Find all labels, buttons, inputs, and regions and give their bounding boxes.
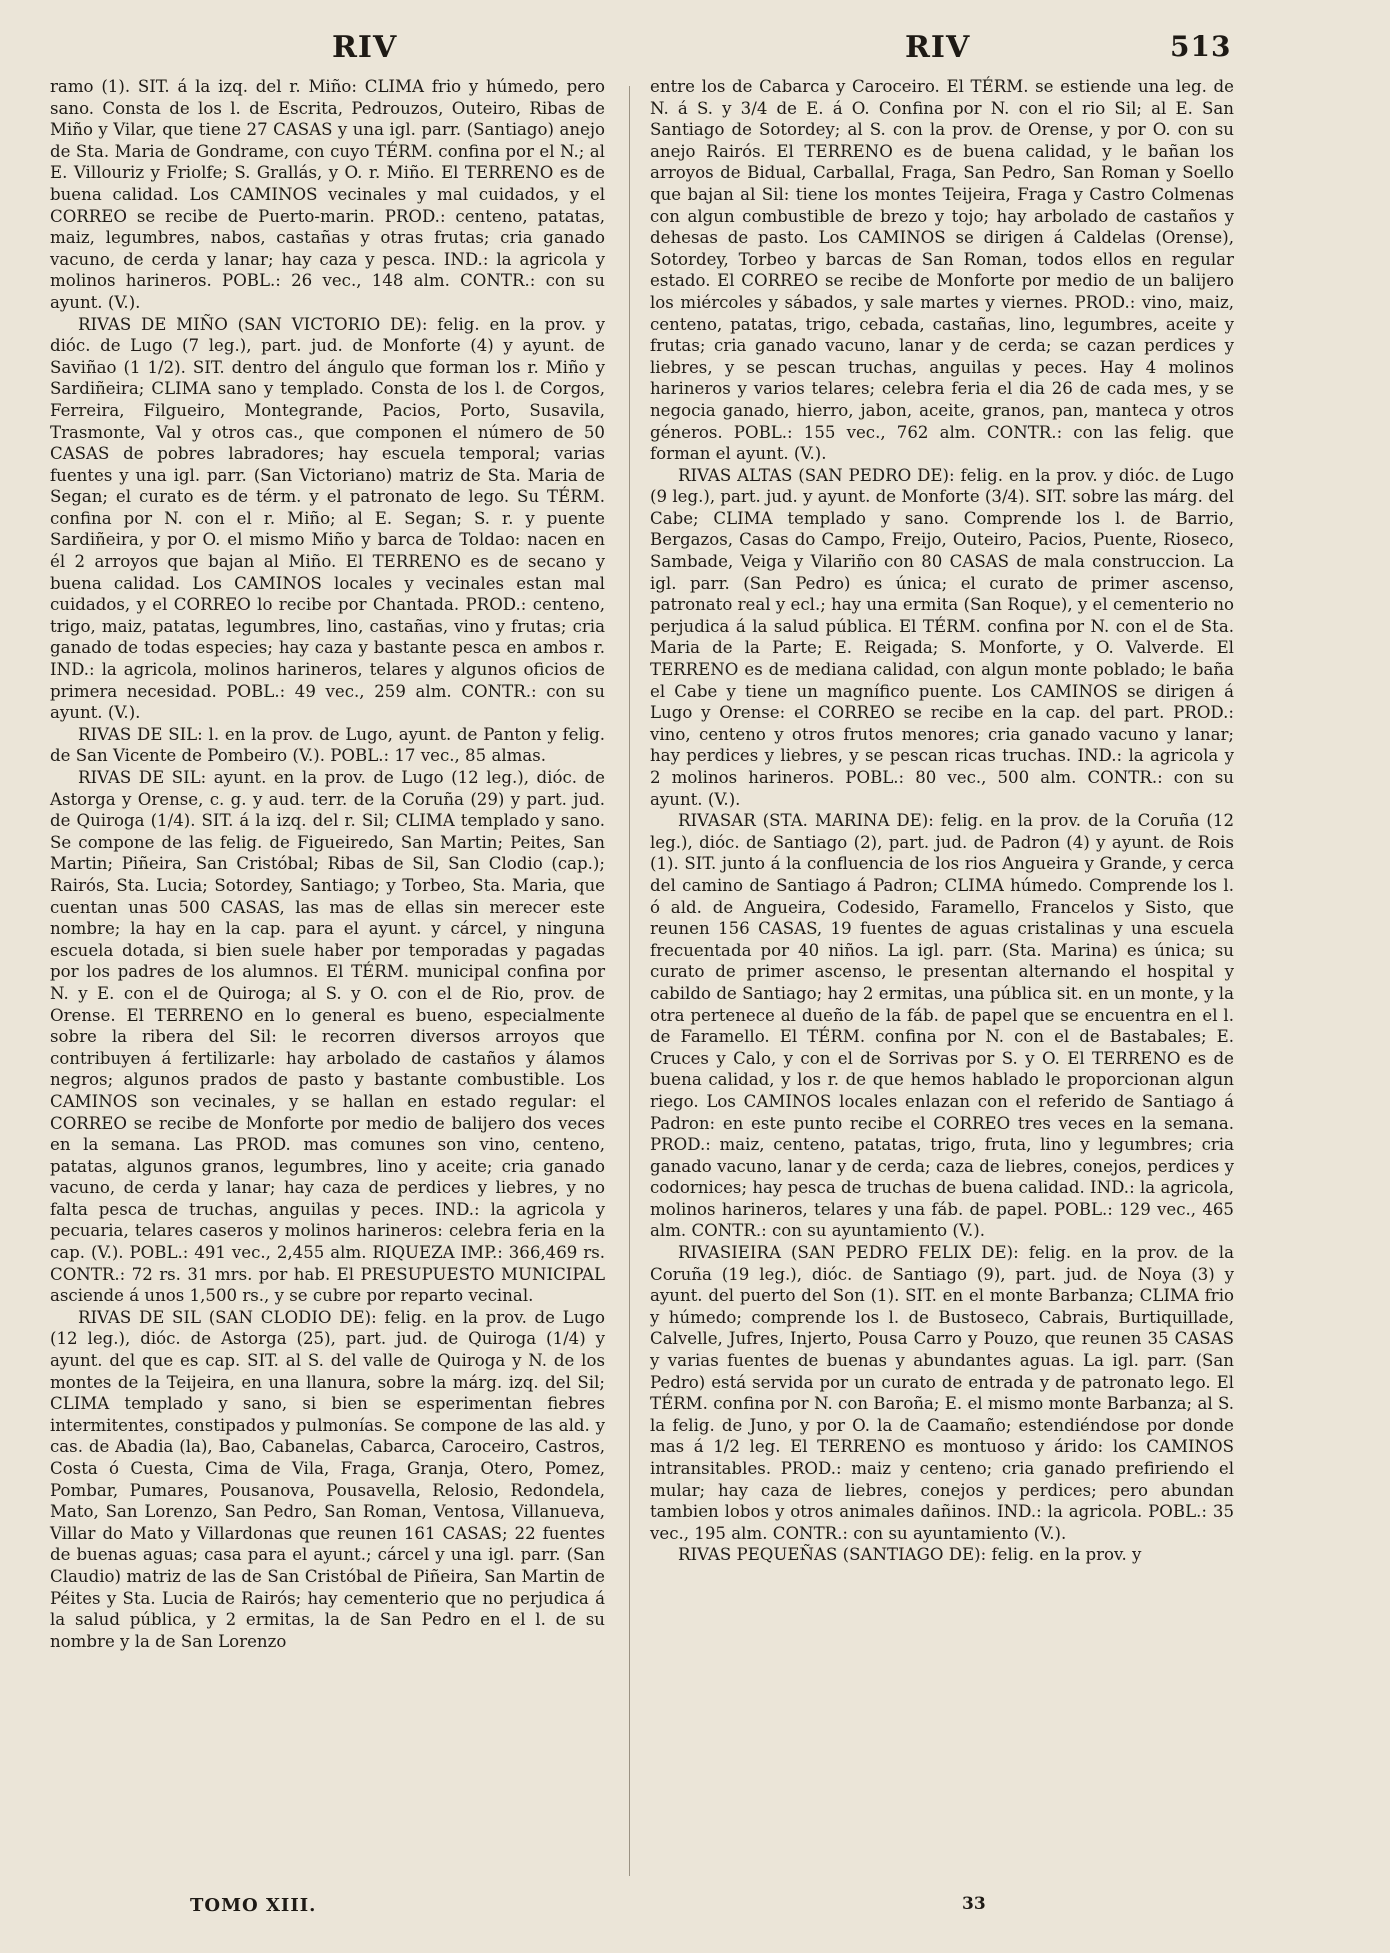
page-number: 513: [1170, 30, 1232, 63]
column-divider: [629, 86, 630, 1876]
right-column: [650, 76, 1234, 1566]
volume-label: TOMO XIII.: [190, 1895, 317, 1916]
left-column: [50, 76, 605, 1652]
entry-paragraph: RIVAS DE SIL: l. en la prov. de Lugo, ayunt. de Panton y felig. de San Vicente de Pombeiro (V.). POBL.: 17 vec., 85 almas.: [50, 724, 605, 766]
entry-paragraph: entre los de Cabarca y Caroceiro. El TÉRM. se estiende una leg. de N. á S. y 3/4 de E. á O. Confina por N. con el rio Sil; al E. San Santiago de Sotordey; al S. con la prov. de Orense, y por O. con su anejo Rairós. El TERRENO es de buena calidad, y le bañan los arroyos de Bidual, Carballal, Fraga, San Pedro, San Roman y Soello que bajan al Sil: tiene los montes Teijeira, Fraga y Castro Colmenas con algun combustible de brezo y tojo; hay arbolado de castaños y dehesas de pasto. Los CAMINOS se dirigen á Caldelas (Orense), Sotordey, Torbeo y barcas de San Roman, todos ellos en regular estado. El CORREO se recibe de Monforte por medio de un balijero los miércoles y sábados, y sale martes y viernes. PROD.: vino, maiz, centeno, patatas, trigo, cebada, castañas, lino, legumbres, aceite y frutas; cria ganado vacuno, lanar y de cerda; se cazan perdices y liebres, y se pescan truchas, anguilas y peces. Hay 4 molinos harineros y varios telares; celebra feria el dia 26 de cada mes, y se negocia ganado, hierro, jabon, aceite, granos, pan, manteca y otros géneros. POBL.: 155 vec., 762 alm. CONTR.: con las felig. que forman el ayunt. (V.).: [650, 77, 1234, 464]
entry-paragraph: RIVAS DE MIÑO (SAN VICTORIO DE): felig. en la prov. y dióc. de Lugo (7 leg.), part. jud. de Monforte (4) y ayunt. de Saviñao (1 1/2). SIT. dentro del ángulo que forman los r. Miño y Sardiñeira; CLIMA sano y templado. Consta de los l. de Corgos, Ferreira, Filgueiro, Montegrande, Pacios, Porto, Susavila, Trasmonte, Val y otros cas., que componen el número de 50 CASAS de pobres labradores; hay escuela temporal; varias fuentes y una igl. parr. (San Victoriano) matriz de Sta. Maria de Segan; el curato es de térm. y el patronato de lego. Su TÉRM. confina por N. con el r. Miño; al E. Segan; S. r. y puente Sardiñeira, y por O. el mismo Miño y barca de Toldao: nacen en él 2 arroyos que bajan al Miño. El TERRENO es de secano y buena calidad. Los CAMINOS locales y vecinales estan mal cuidados, y el CORREO lo recibe por Chantada. PROD.: centeno, trigo, maiz, patatas, legumbres, lino, castañas, vino y frutas; cria ganado de todas especies; hay caza y bastante pesca en ambos r. IND.: la agricola, molinos harineros, telares y algunos oficios de primera necesidad. POBL.: 49 vec., 259 alm. CONTR.: con su ayunt. (V.).: [50, 314, 605, 723]
entry-paragraph: RIVASAR (STA. MARINA DE): felig. en la prov. de la Coruña (12 leg.), dióc. de Santiago (2), part. jud. de Padron (4) y ayunt. de Rois (1). SIT. junto á la confluencia de los rios Angueira y Grande, y cerca del camino de Santiago á Padron; CLIMA húmedo. Comprende los l. ó ald. de Angueira, Codesido, Faramello, Francelos y Sisto, que reunen 156 CASAS, 19 fuentes de aguas cristalinas y una escuela frecuentada por 40 niños. La igl. parr. (Sta. Marina) es única; su curato de primer ascenso, le presentan alternando el hospital y cabildo de Santiago; hay 2 ermitas, una pública sit. en un monte, y la otra pertenece al dueño de la fáb. de papel que se encuentra en el l. de Faramello. El TÉRM. confina por N. con el de Bastabales; E. Cruces y Calo, y con el de Sorrivas por S. y O. El TERRENO es de buena calidad, y los r. de que hemos hablado le proporcionan algun riego. Los CAMINOS locales enlazan con el referido de Santiago á Padron: en este punto recibe el CORREO tres veces en la semana. PROD.: maiz, centeno, patatas, trigo, fruta, lino y legumbres; cria ganado vacuno, lanar y de cerda; caza de liebres, conejos, perdices y codornices; hay pesca de truchas de buena calidad. IND.: la agricola, molinos harineros, telares y una fáb. de papel. POBL.: 129 vec., 465 alm. CONTR.: con su ayuntamiento (V.).: [650, 811, 1234, 1241]
entry-paragraph: RIVAS ALTAS (SAN PEDRO DE): felig. en la prov. y dióc. de Lugo (9 leg.), part. jud. y ayunt. de Monforte (3/4). SIT. sobre las márg. del Cabe; CLIMA templado y sano. Comprende los l. de Barrio, Bergazos, Casas do Campo, Freijo, Outeiro, Pacios, Puente, Rioseco, Sambade, Veiga y Vilariño con 80 CASAS de mala construccion. La igl. parr. (San Pedro) es única; el curato de primer ascenso, patronato real y ecl.; hay una ermita (San Roque), y el cementerio no perjudica á la salud pública. El TÉRM. confina por N. con el de Sta. Maria de la Parte; E. Reigada; S. Monforte, y O. Valverde. El TERRENO es de mediana calidad, con algun monte poblado; le baña el Cabe y tiene un magnífico puente. Los CAMINOS se dirigen á Lugo y Orense: el CORREO se recibe en la cap. del part. PROD.: vino, centeno y otros frutos menores; cria ganado vacuno y lanar; hay perdices y liebres, y se pescan ricas truchas. IND.: la agricola y 2 molinos harineros. POBL.: 80 vec., 500 alm. CONTR.: con su ayunt. (V.).: [650, 465, 1234, 809]
entry-paragraph: RIVASIEIRA (SAN PEDRO FELIX DE): felig. en la prov. de la Coruña (19 leg.), dióc. de Santiago (9), part. jud. de Noya (3) y ayunt. del puerto del Son (1). SIT. en el monte Barbanza; CLIMA frio y húmedo; comprende los l. de Bustoseco, Cabrais, Burtiquillade, Calvelle, Jufres, Injerto, Pousa Carro y Pouzo, que reunen 35 CASAS y varias fuentes de buenas y abundantes aguas. La igl. parr. (San Pedro) está servida por un curato de entrada y de patronato lego. El TÉRM. confina por N. con Baroña; E. el mismo monte Barbanza; al S. la felig. de Juno, y por O. la de Caamaño; estendiéndose por donde mas á 1/2 leg. El TERRENO es montuoso y árido: los CAMINOS intransitables. PROD.: maiz y centeno; cria ganado prefiriendo el mular; hay caza de liebres, conejos y perdices; pero abundan tambien lobos y otros animales dañinos. IND.: la agricola. POBL.: 35 vec., 195 alm. CONTR.: con su ayuntamiento (V.).: [650, 1243, 1234, 1543]
entry-paragraph: RIVAS PEQUEÑAS (SANTIAGO DE): felig. en la prov. y: [678, 1545, 1142, 1565]
entry-paragraph: RIVAS DE SIL (SAN CLODIO DE): felig. en la prov. de Lugo (12 leg.), dióc. de Astorga (25), part. jud. de Quiroga (1/4) y ayunt. del que es cap. SIT. al S. del valle de Quiroga y N. de los montes de la Teijeira, en una llanura, sobre la márg. izq. del Sil; CLIMA templado y sano, si bien se esperimentan fiebres intermitentes, constipados y pulmonías. Se compone de las ald. y cas. de Abadia (la), Bao, Cabanelas, Cabarca, Caroceiro, Castros, Costa ó Cuesta, Cima de Vila, Fraga, Granja, Otero, Pomez, Pombar, Pumares, Pousanova, Pousavella, Relosio, Redondela, Mato, San Lorenzo, San Pedro, San Roman, Ventosa, Villanueva, Villar do Mato y Villardonas que reunen 161 CASAS; 22 fuentes de buenas aguas; casa para el ayunt.; cárcel y una igl. parr. (San Claudio) matriz de las de San Cristóbal de Piñeira, San Martin de Péites y Sta. Lucia de Rairós; hay cementerio que no perjudica á la salud pública, y 2 ermitas, la de San Pedro en el l. de su nombre y la de San Lorenzo: [50, 1307, 605, 1651]
running-head-right: RIV: [905, 30, 971, 65]
running-head-left: RIV: [332, 30, 398, 65]
signature-mark: 33: [962, 1894, 986, 1914]
entry-paragraph: ramo (1). SIT. á la izq. del r. Miño: CLIMA frio y húmedo, pero sano. Consta de los l. de Escrita, Pedrouzos, Outeiro, Ribas de Miño y Vilar, que tiene 27 CASAS y una igl. parr. (Santiago) anejo de Sta. Maria de Gondrame, con cuyo TÉRM. confina por el N.; al E. Villouriz y Friolfe; S. Grallás, y O. r. Miño. El TERRENO es de buena calidad. Los CAMINOS vecinales y mal cuidados, y el CORREO se recibe de Puerto-marin. PROD.: centeno, patatas, maiz, legumbres, nabos, castañas y otras frutas; cria ganado vacuno, de cerda y lanar; hay caza y pesca. IND.: la agricola y molinos harineros. POBL.: 26 vec., 148 alm. CONTR.: con su ayunt. (V.).: [50, 77, 605, 312]
entry-paragraph: RIVAS DE SIL: ayunt. en la prov. de Lugo (12 leg.), dióc. de Astorga y Orense, c. g. y aud. terr. de la Coruña (29) y part. jud. de Quiroga (1/4). SIT. á la izq. del r. Sil; CLIMA templado y sano. Se compone de las felig. de Figueiredo, San Martin; Peites, San Martin; Piñeira, San Cristóbal; Ribas de Sil, San Clodio (cap.); Rairós, Sta. Lucia; Sotordey, Santiago; y Torbeo, Sta. Maria, que cuentan unas 500 CASAS, las mas de ellas sin merecer este nombre; la hay en la cap. para el ayunt. y cárcel, y ninguna escuela dotada, si bien suele haber por temporadas y pagadas por los padres de los alumnos. El TÉRM. municipal confina por N. y E. con el de Quiroga; al S. y O. con el de Rio, prov. de Orense. El TERRENO en lo general es bueno, especialmente sobre la ribera del Sil: le recorren diversos arroyos que contribuyen á fertilizarle: hay arbolado de castaños y álamos negros; algunos prados de pasto y bastante combustible. Los CAMINOS son vecinales, y se hallan en estado regular: el CORREO se recibe de Monforte por medio de balijero dos veces en la semana. Las PROD. mas comunes son vino, centeno, patatas, algunos granos, legumbres, lino y aceite; cria ganado vacuno, de cerda y lanar; hay caza de perdices y liebres, y no falta pesca de truchas, anguilas y peces. IND.: la agricola y pecuaria, telares caseros y molinos harineros: celebra feria en la cap. (V.). POBL.: 491 vec., 2,455 alm. RIQUEZA IMP.: 366,469 rs. CONTR.: 72 rs. 31 mrs. por hab. El PRESUPUESTO MUNICIPAL asciende á unos 1,500 rs., y se cubre por reparto vecinal.: [50, 768, 605, 1306]
